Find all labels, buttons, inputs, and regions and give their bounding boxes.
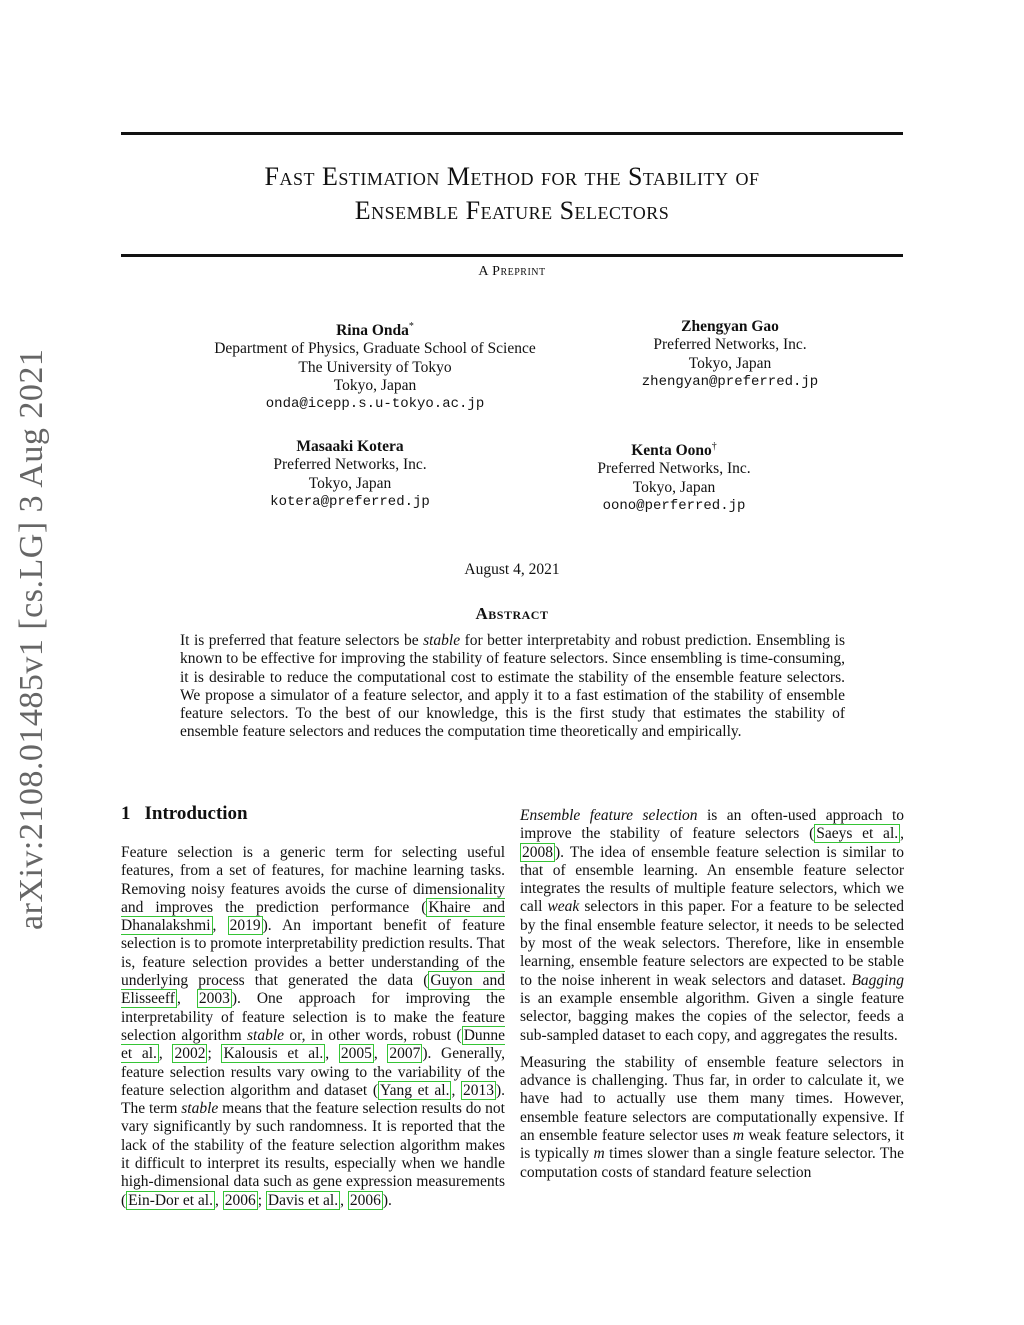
citation-link[interactable]: 2003 [198,990,230,1008]
citation-link[interactable]: Yang et al. [379,1081,450,1099]
section-number: 1 [121,803,131,824]
citation-link[interactable]: 2008 [522,843,553,861]
author-name: Zhengyan Gao [681,318,779,335]
author-block [560,438,788,515]
author-block [175,318,575,414]
left-column [121,844,505,1219]
emphasis: stable [181,1100,219,1118]
title-line-2: Ensemble Feature Selectors [354,196,670,225]
author-footnote-mark: † [711,441,717,452]
title-top-rule [121,132,903,135]
author-location: Tokyo, Japan [333,377,417,395]
citation-link[interactable]: Khaire and Dhanalakshmi [121,898,505,935]
emphasis: Ensemble feature selection [520,807,698,824]
citation-link[interactable]: Guyon and Elisseeff [121,972,506,1008]
math-variable: m [593,1145,605,1163]
paragraph: Ensemble feature selection is an often-used approach to improve the stability of feature selectors ( Saeys et al. , 2008 ). The idea of ensemble feature selection is similar to that of ensemble learning. An ensemble feature selector integrates the results of multiple feature selectors, which we call weak selectors in this paper. For a feature to be selected by the final ensemble feature selector, it needs to be selected by most of the weak selectors. Therefore, like in ensemble learning, ensemble feature selectors are expected to be stable to the noise inherent in weak selectors and dataset. Bagging is an example ensemble algorithm. Given a single feature selector, bagging makes the copies of the selector, feeds a sub-sampled dataset to each copy, and aggregates the results. [520,807,904,1044]
paper-title [121,160,903,228]
citation-link[interactable]: 2013 [462,1081,494,1099]
author-email[interactable]: oono@perferred.jp [602,498,746,515]
paragraph: Feature selection is a generic term for selecting useful features, from a set of features, for machine learning tasks. Removing noisy features avoids the curse of dimensionality and improves the prediction performance ( Khaire and Dhanalakshmi , 2019 ). An important benefit of feature selection is to promote interpretability prediction results. That is, feature selection provides a better understanding of the underlying process that generated the data ( Guyon and Elisseeff , 2003 ). One approach for improving the interpretability of feature selection is to make the feature selection algorithm stable or, in other words, robust ( Dunne et al. , 2002 ; Kalousis et al. , 2005 , 2007 ). Generally, feature selection results vary owing to the variability of the feature selection algorithm and dataset ( Yang et al. , 2013 ). The term stable means that the feature selection results do not vary significantly by such randomness. It is reported that the lack of the stability of the feature selection algorithm makes it difficult to interpret its results, especially when we handle high-dimensional data such as gene expression measurements ( Ein-Dor et al. , 2006 ; Davis et al. , 2006 ). [121,844,506,1209]
emphasis: Bagging [851,971,904,989]
preprint-label: A Preprint [478,264,546,279]
citation-link[interactable]: 2005 [340,1045,372,1063]
author-block [610,318,850,391]
citation-link[interactable]: 2007 [389,1045,421,1063]
citation-link[interactable]: 2019 [229,917,261,935]
author-location: Tokyo, Japan [688,354,772,372]
author-affiliation: The University of Tokyo [298,358,452,376]
abstract-body: It is preferred that feature selectors be stable for better interpretabity and robust prediction. Ensembling is known to be effective for improving the stability of feature selectors. Since ensembling is time-consuming, it is desirable to reduce the computational cost to estimate the stability of the ensemble feature selectors. We propose a simulator of a feature selector, and apply it to a fast estimation of the stability of ensemble feature selectors. To the best of our knowledge, this is the first study that estimates the stability of ensemble feature selectors and reduces the computation time theoretically and empirically. [180,632,845,741]
author-name: Masaaki Kotera [296,438,404,455]
citation-link[interactable]: Kalousis et al. [223,1045,324,1063]
author-footnote-mark: * [408,321,414,332]
author-email[interactable]: onda@icepp.s.u-tokyo.ac.jp [265,396,485,413]
title-bottom-rule [121,254,903,257]
citation-link[interactable]: 2006 [349,1191,381,1209]
emphasis: stable [247,1026,285,1044]
section-title: Introduction [144,803,248,824]
author-affiliation: Preferred Networks, Inc. [597,460,751,478]
citation-link[interactable]: 2002 [174,1045,206,1063]
section-heading-introduction [121,803,248,825]
paper-date: August 4, 2021 [464,561,560,578]
citation-link[interactable]: Ein-Dor et al. [128,1191,213,1209]
citation-link[interactable]: Davis et al. [267,1191,339,1209]
math-variable: m [732,1127,745,1145]
author-location: Tokyo, Japan [632,478,716,496]
paragraph: Measuring the stability of ensemble feature selectors in advance is challenging. Thus far, in order to calculate it, we have had to actually use them many times. However, ensemble feature selectors are computationally expensive. If an ensemble feature selector uses m weak feature selectors, it is typically m times slower than a single feature selector. The computation costs of standard feature selection [520,1053,905,1181]
author-name: Rina Onda* [336,321,414,340]
author-affiliation: Preferred Networks, Inc. [273,456,427,474]
author-affiliation: Department of Physics, Graduate School of Science [214,340,536,358]
author-block [230,438,470,511]
emphasis: stable [423,632,461,649]
author-location: Tokyo, Japan [308,474,392,492]
citation-link[interactable]: 2006 [224,1191,256,1209]
emphasis: weak [547,898,580,916]
author-email[interactable]: kotera@preferred.jp [270,493,430,510]
author-name: Kenta Oono† [631,441,717,460]
title-line-1: Fast Estimation Method for the Stability of [264,162,760,191]
abstract-heading: Abstract [475,604,549,623]
author-email[interactable]: zhengyan@preferred.jp [641,373,819,390]
citation-link[interactable]: Dunne et al. [121,1026,506,1063]
arxiv-identifier: arXiv:2108.01485v1 [cs.LG] 3 Aug 2021 [13,348,50,930]
citation-link[interactable]: Saeys et al. [816,825,899,843]
right-column [520,807,904,1191]
author-affiliation: Preferred Networks, Inc. [653,336,807,354]
